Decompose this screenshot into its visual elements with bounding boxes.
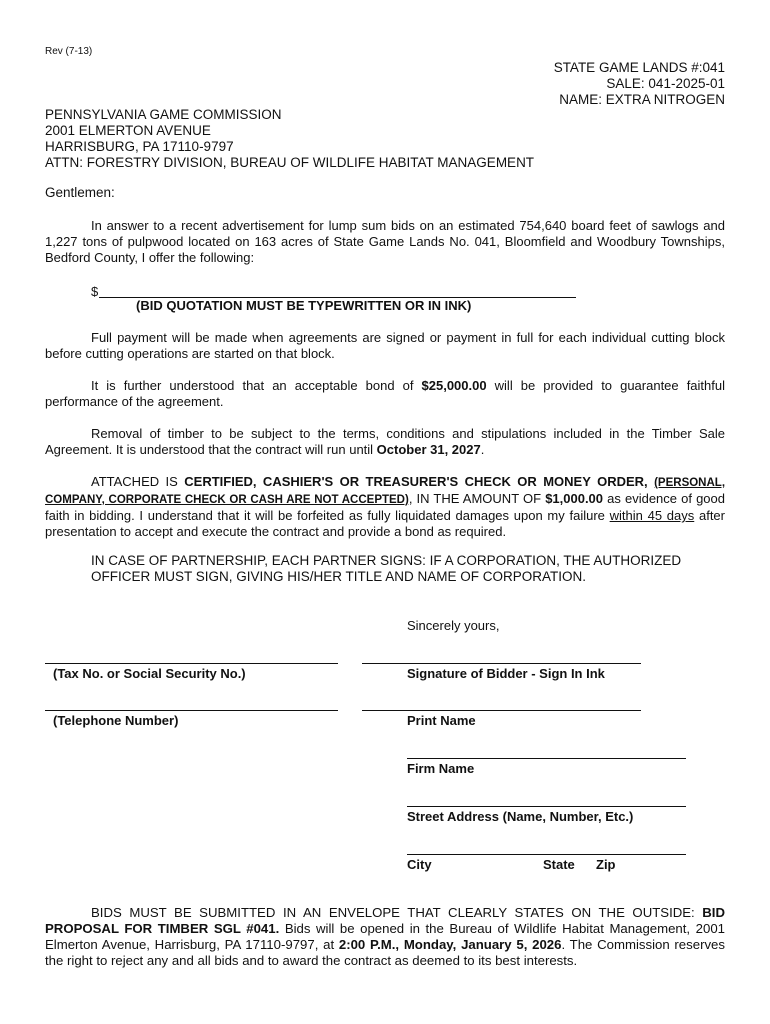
signature-label: Signature of Bidder - Sign In Ink xyxy=(407,666,605,681)
address-block xyxy=(45,107,534,171)
payment-paragraph: Full payment will be made when agreements are signed or payment in full for each individual cutting block before cutting operations are started on that block. xyxy=(45,330,725,361)
street-address-label: Street Address (Name, Number, Etc.) xyxy=(407,809,634,824)
print-name-label: Print Name xyxy=(407,713,476,728)
salutation: Gentlemen: xyxy=(45,185,115,200)
submission-instructions: BIDS MUST BE SUBMITTED IN AN ENVELOPE THAT CLEARLY STATES ON THE OUTSIDE: BID PROPOSAL FOR TIMBER SGL #041. Bids will be opened in the Bureau of Wildlife Habitat Management, 2001 Elmerton Avenue, Harrisburg, PA 17110-9797, at 2:00 P.M., Monday, January 5, 2026. The Commission reserves the right to reject any and all bids and to award the contract as deemed to its best interests. xyxy=(45,905,725,968)
sale-name: NAME: EXTRA NITROGEN xyxy=(559,92,725,107)
contract-end-date: October 31, 2027 xyxy=(376,442,481,457)
revision-label: Rev (7-13) xyxy=(45,46,93,57)
sale-number: SALE: 041-2025-01 xyxy=(606,76,725,91)
closing: Sincerely yours, xyxy=(407,618,500,633)
address-line-2: 2001 ELMERTON AVENUE xyxy=(45,123,211,138)
removal-paragraph: Removal of timber to be subject to the terms, conditions and stipulations included in the Timber Sale Agreement. It is understood that the contract will run until October 31, 2027. xyxy=(45,426,725,457)
zip-label: Zip xyxy=(596,857,616,872)
street-address-line[interactable] xyxy=(407,806,686,807)
game-lands-number: STATE GAME LANDS #:041 xyxy=(553,60,725,75)
telephone-label: (Telephone Number) xyxy=(53,713,179,728)
bid-quotation-note: (BID QUOTATION MUST BE TYPEWRITTEN OR IN INK) xyxy=(136,298,472,313)
partnership-paragraph: IN CASE OF PARTNERSHIP, EACH PARTNER SIGNS: IF A CORPORATION, THE AUTHORIZED OFFICER MUST SIGN, GIVING HIS/HER TITLE AND NAME OF CORPORATION. xyxy=(91,553,682,584)
firm-name-line[interactable] xyxy=(407,758,686,759)
deposit-paragraph: ATTACHED IS CERTIFIED, CASHIER'S OR TREASURER'S CHECK OR MONEY ORDER, (PERSONAL, COMPANY, CORPORATE CHECK OR CASH ARE NOT ACCEPTED), IN THE AMOUNT OF $1,000.00 as evidence of good faith in bidding. I understand that it will be forfeited as fully liquidated damages upon my failure within 45 days after presentation to accept and execute the contract and provide a bond as required. xyxy=(45,474,726,539)
tax-number-line[interactable] xyxy=(45,663,338,664)
offer-paragraph: In answer to a recent advertisement for lump sum bids on an estimated 754,640 board feet of sawlogs and 1,227 tons of pulpwood located on 163 acres of State Game Lands No. 041, Bloomfield and Woodbury Townships, Bedford County, I offer the following: xyxy=(45,218,725,265)
signature-line[interactable] xyxy=(362,663,641,664)
bond-paragraph: It is further understood that an acceptable bond of $25,000.00 will be provided to guarantee faithful performance of the agreement. xyxy=(45,378,725,409)
address-line-3: HARRISBURG, PA 17110-9797 xyxy=(45,139,234,154)
bid-dollar-sign: $ xyxy=(91,284,99,299)
bid-opening-time: 2:00 P.M., Monday, January 5, 2026 xyxy=(338,937,562,952)
city-label: City xyxy=(407,857,432,872)
telephone-line[interactable] xyxy=(45,710,338,711)
address-line-1: PENNSYLVANIA GAME COMMISSION xyxy=(45,107,282,122)
state-label: State xyxy=(543,857,575,872)
not-accepted-note: (PERSONAL, COMPANY, CORPORATE CHECK OR CASH ARE NOT ACCEPTED) xyxy=(45,477,726,506)
tax-number-label: (Tax No. or Social Security No.) xyxy=(53,666,246,681)
firm-name-label: Firm Name xyxy=(407,761,475,776)
print-name-line[interactable] xyxy=(362,710,641,711)
city-state-zip-line[interactable] xyxy=(407,854,686,855)
address-line-4: ATTN: FORESTRY DIVISION, BUREAU OF WILDLIFE HABITAT MANAGEMENT xyxy=(45,155,535,170)
sale-header xyxy=(554,60,725,108)
bond-amount: $25,000.00 xyxy=(421,378,487,393)
deposit-amount: $1,000.00 xyxy=(545,491,604,506)
